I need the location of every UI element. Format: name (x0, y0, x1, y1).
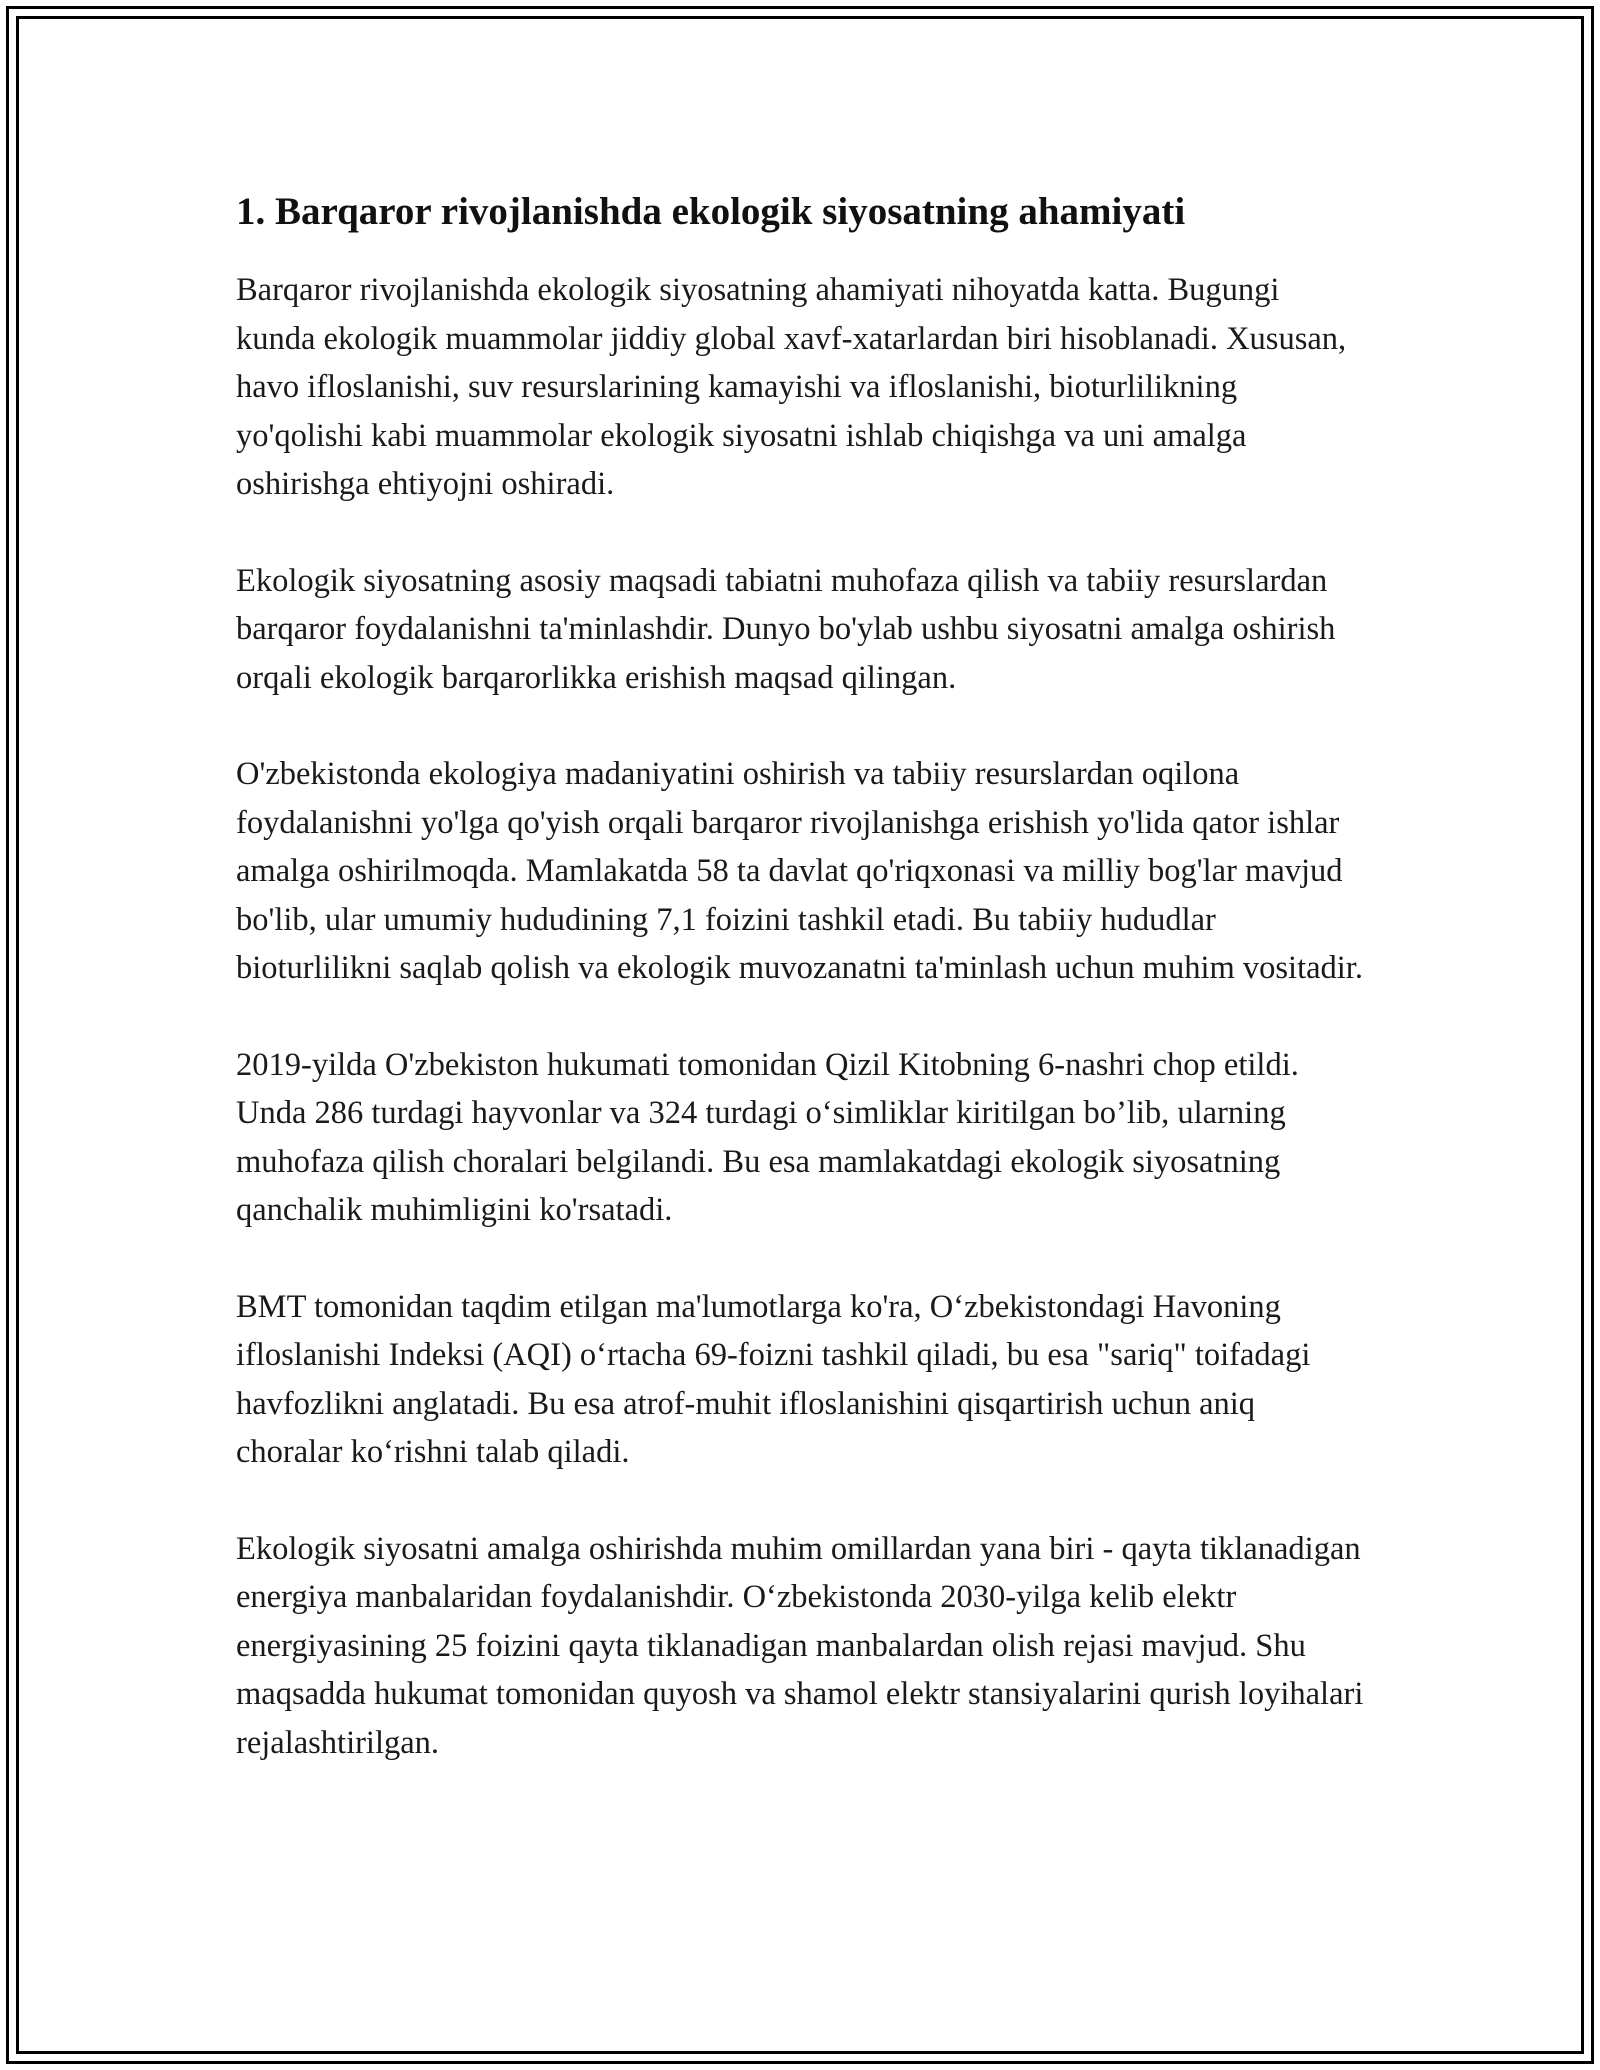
paragraph-2: Ekologik siyosatning asosiy maqsadi tabiatni muhofaza qilish va tabiiy resurslardan barqaror foydalanishni ta'minlashdir. Dunyo bo'ylab ushbu siyosatni amalga oshirish orqali ekologik barqarorlikka erishish maqsad qilingan. (236, 562, 1336, 696)
paragraph-3: O'zbekistonda ekologiya madaniyatini oshirish va tabiiy resurslardan oqilona foydalanishni yo'lga qo'yish orqali barqaror rivojlanishga erishish yo'lida qator ishlar amalga oshirilmoqda. Mamlakatda 58 ta davlat qo'riqxonasi va milliy bog'lar mavjud bo'lib, ular umumiy hududining 7,1 foizini tashkil etadi. Bu tabiiy hududlar bioturlilikni saqlab qolish va ekologik muvozanatni ta'minlash uchun muhim vositadir. (236, 756, 1363, 986)
paragraph-1: Barqaror rivojlanishda ekologik siyosatning ahamiyati nihoyatda katta. Bugungi kunda ekologik muammolar jiddiy global xavf-xatarlardan biri hisoblanadi. Xususan, havo ifloslanishi, suv resurslarining kamayishi va ifloslanishi, bioturlilikning yo'qolishi kabi muammolar ekologik siyosatni ishlab chiqishga va uni amalga oshirishga ehtiyojni oshiradi. (236, 272, 1347, 502)
paragraph-5: BMT tomonidan taqdim etilgan ma'lumotlarga ko'ra, O‘zbekistondagi Havoning ifloslanishi Indeksi (AQI) o‘rtacha 69-foizni tashkil qiladi, bu esa "sariq" toifadagi havfozlikni anglatadi. Bu esa atrof-muhit ifloslanishini qisqartirish uchun aniq choralar ko‘rishni talab qiladi. (236, 1288, 1311, 1470)
paragraph-6: Ekologik siyosatni amalga oshirishda muhim omillardan yana biri - qayta tiklanadigan energiya manbalaridan foydalanishdir. O‘zbekistonda 2030-yilga kelib elektr energiyasining 25 foizini qayta tiklanadigan manbalardan olish rejasi mavjud. Shu maqsadda hukumat tomonidan quyosh va shamol elektr stansiyalarini qurish loyihalari rejalashtirilgan. (236, 1530, 1364, 1761)
document-page (236, 188, 1366, 1767)
paragraph-4: 2019-yilda O'zbekiston hukumati tomonidan Qizil Kitobning 6-nashri chop etildi. Unda 286 turdagi hayvonlar va 324 turdagi o‘simliklar kiritilgan bo’lib, ularning muhofaza qilish choralari belgilandi. Bu esa mamlakatdagi ekologik siyosatning qanchalik muhimligini ko'rsatadi. (236, 1046, 1299, 1228)
section-heading: 1. Barqaror rivojlanishda ekologik siyosatning ahamiyati (236, 190, 1186, 233)
